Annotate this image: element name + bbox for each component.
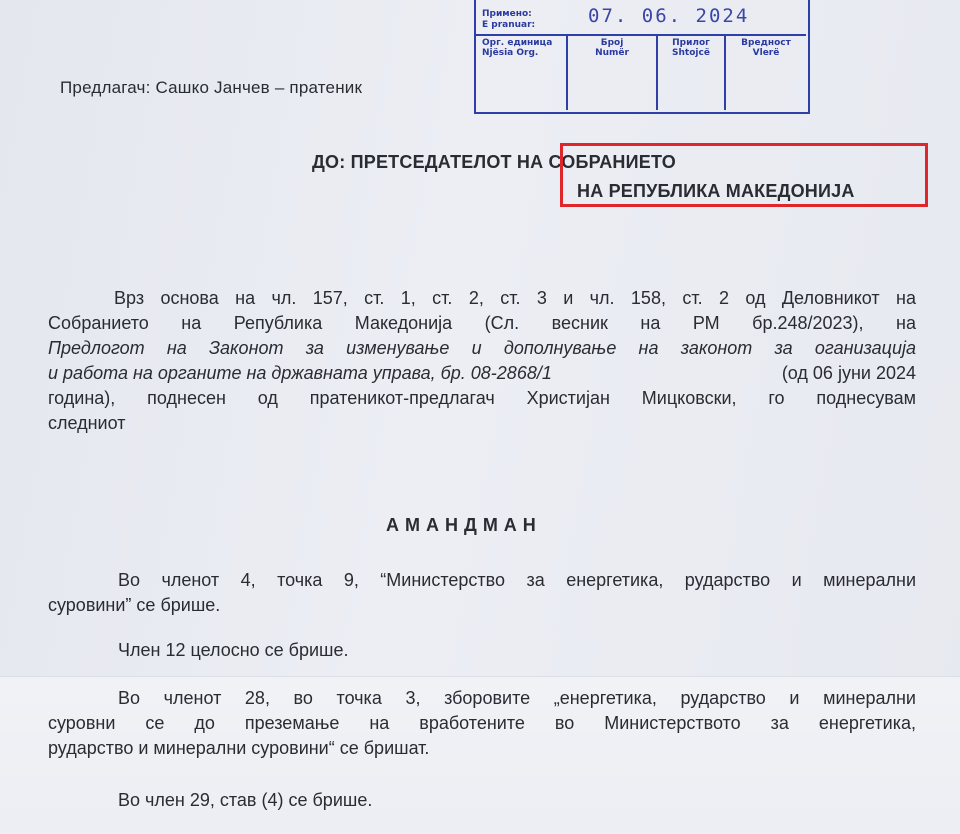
intro-line-1: Врз основа на чл. 157, ст. 1, ст. 2, ст. 3 и чл. 158, ст. 2 од Деловникот на: [114, 288, 916, 308]
registry-stamp: [474, 0, 810, 114]
intro-line-2: Собранието на Република Македонија (Сл. весник на РМ бр.248/2023), на: [48, 313, 916, 333]
stamp-value-label: Вредност Vlerë: [741, 38, 791, 58]
stamp-number-cell: [568, 36, 658, 110]
intro-line-5: година), поднесен од пратеникот-предлагач Христијан Мицковски, го поднесувам: [48, 388, 916, 408]
intro-line-4-rest: (од 06 јуни 2024: [781, 363, 916, 383]
amendment-3: [48, 686, 916, 761]
proposer-line: Предлагач: Сашко Јанчев – пратеник: [60, 78, 363, 97]
stamp-received-label: Примено: E pranuar:: [482, 9, 536, 30]
intro-line-3: Предлогот на Законот за изменување и дополнување на законот за оганизација: [48, 338, 916, 358]
amendment-3-line-3: рударство и минерални суровини“ се бришат.: [48, 738, 430, 758]
stamp-date: 07. 06. 2024: [588, 5, 750, 27]
red-highlight-box: [560, 143, 928, 207]
addressee-line-1: ДО: ПРЕТСЕДАТЕЛОТ НА СОБРАНИЕТО: [312, 152, 676, 172]
intro-line-4: [48, 361, 916, 386]
stamp-attachment-cell: [658, 36, 726, 110]
stamp-org-unit-label: Орг. единица Njësia Org.: [482, 38, 553, 58]
amendment-title: АМАНДМАН: [386, 515, 542, 535]
amendment-1-line-2: суровини” се брише.: [48, 595, 221, 615]
stamp-attachment-label: Прилог Shtojcë: [672, 38, 710, 58]
amendment-4-line: Во член 29, став (4) се брише.: [118, 790, 373, 810]
addressee-line-2: НА РЕПУБЛИКА МАКЕДОНИЈА: [577, 181, 855, 201]
intro-paragraph: [48, 286, 916, 436]
amendment-3-line-1: Во членот 28, во точка 3, зборовите „енергетика, рударство и минерални: [118, 688, 916, 708]
amendment-1-line-1: Во членот 4, точка 9, “Министерство за енергетика, рударство и минерални: [118, 570, 916, 590]
intro-line-6: следниот: [48, 413, 126, 433]
amendment-2: [48, 638, 916, 663]
amendment-4: [48, 788, 916, 813]
amendment-1: [48, 568, 916, 618]
intro-line-4-italic: и работа на органите на државната управа, бр. 08-2868/1: [48, 363, 552, 383]
stamp-number-label: Број Numër: [595, 38, 629, 58]
stamp-org-unit-cell: [476, 36, 568, 110]
stamp-value-cell: [726, 36, 806, 110]
stamp-received-row: [476, 0, 806, 36]
amendment-3-line-2: суровни се до преземање на вработените во Министерството за енергетика,: [48, 713, 916, 733]
amendment-2-line: Член 12 целосно се брише.: [118, 640, 349, 660]
